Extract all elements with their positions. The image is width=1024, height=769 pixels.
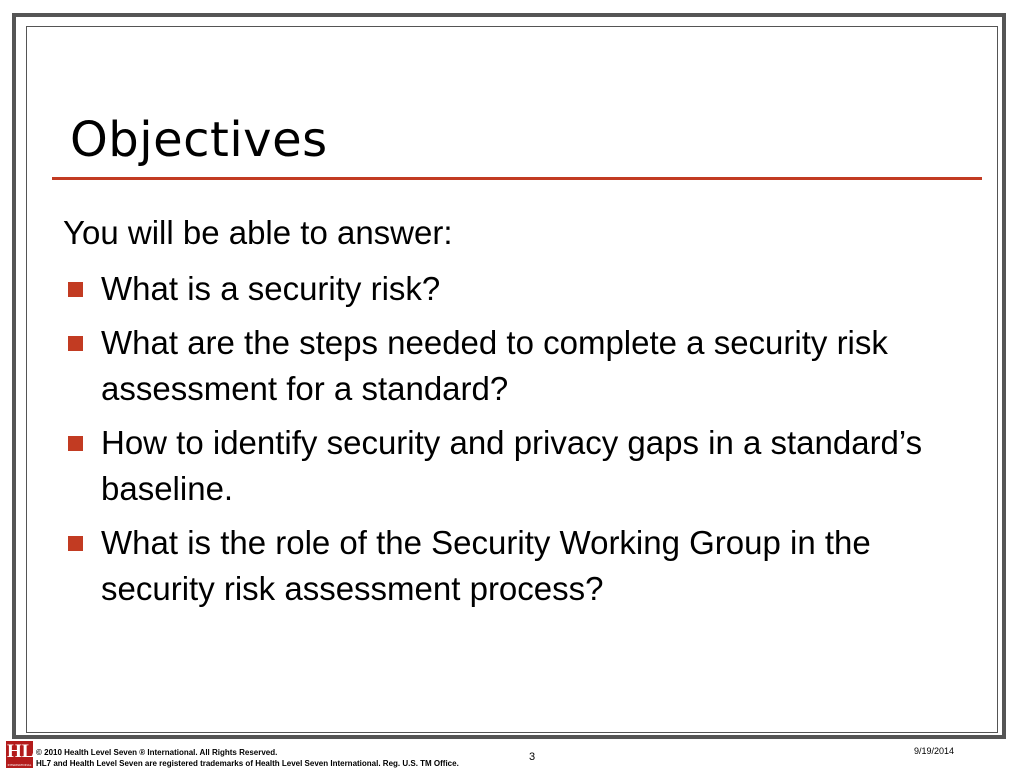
objectives-list (62, 266, 942, 620)
square-bullet-icon (68, 436, 83, 451)
square-bullet-icon (68, 336, 83, 351)
square-bullet-icon (68, 536, 83, 551)
title-divider (52, 177, 982, 180)
page-number: 3 (528, 751, 536, 763)
logo-text: HL7 (7, 741, 44, 762)
trademark-text: HL7 and Health Level Seven are registered trademarks of Health Level Seven International. Reg. U.S. TM Office. (36, 759, 459, 768)
footer-legal (36, 747, 459, 769)
copyright-text: © 2010 Health Level Seven ® International. All Rights Reserved. (36, 748, 278, 757)
list-item (62, 320, 942, 412)
bullet-text: How to identify security and privacy gaps in a standard’s baseline. (101, 424, 923, 507)
logo-subtext: INTERNATIONAL (7, 763, 32, 767)
slide-title: Objectives (70, 112, 328, 169)
hl7-logo (6, 741, 44, 768)
bullet-text: What is a security risk? (101, 270, 441, 307)
list-item (62, 266, 942, 312)
list-item (62, 420, 942, 512)
list-item (62, 520, 942, 612)
bullet-text: What is the role of the Security Working Group in the security risk assessment process? (101, 524, 871, 607)
slide-date: 9/19/2014 (913, 746, 954, 756)
square-bullet-icon (68, 282, 83, 297)
intro-text: You will be able to answer: (63, 214, 453, 251)
bullet-text: What are the steps needed to complete a security risk assessment for a standard? (101, 324, 888, 407)
